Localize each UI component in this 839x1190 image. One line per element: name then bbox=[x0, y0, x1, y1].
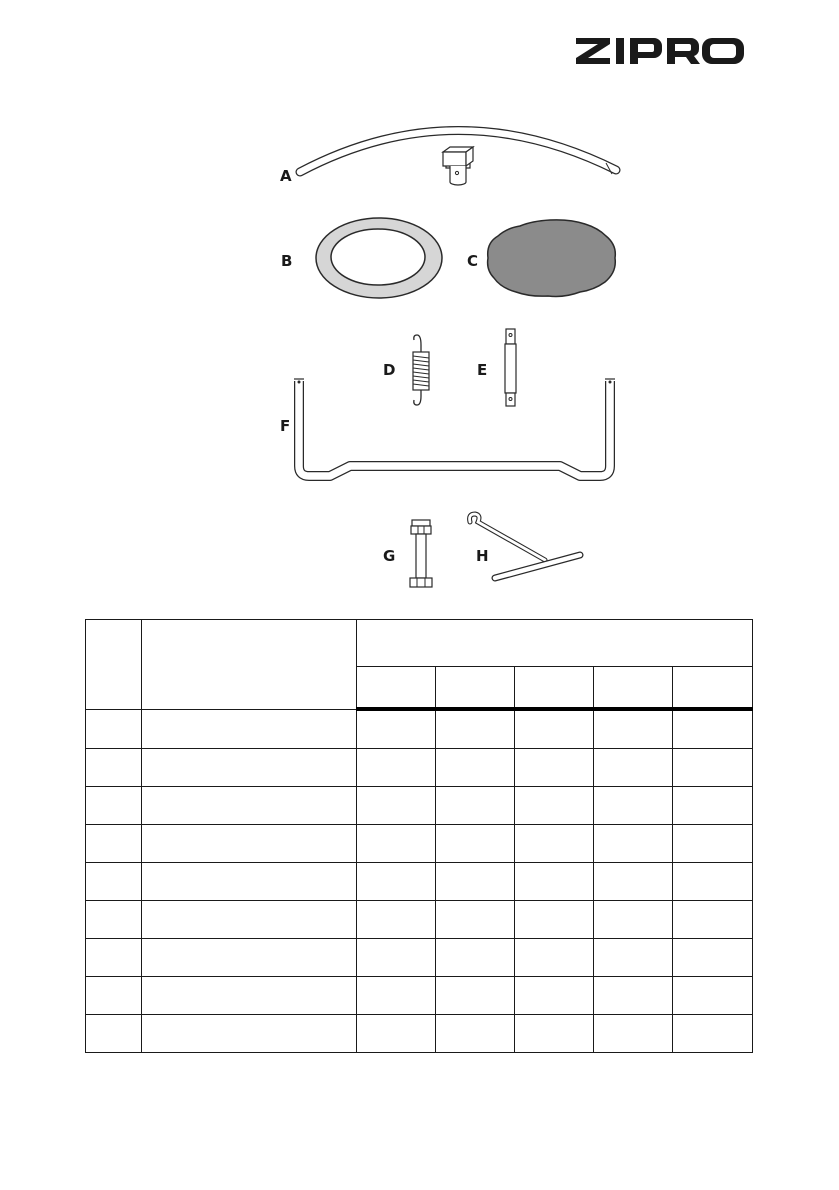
part-b-safety-pad bbox=[316, 218, 442, 298]
table-cell bbox=[357, 749, 436, 787]
table-cell bbox=[515, 977, 594, 1015]
table-cell bbox=[142, 749, 357, 787]
table-cell bbox=[357, 863, 436, 901]
table-cell bbox=[515, 939, 594, 977]
table-cell bbox=[515, 825, 594, 863]
table-cell bbox=[357, 1015, 436, 1053]
table-cell bbox=[515, 749, 594, 787]
table-cell bbox=[86, 939, 142, 977]
table-cell bbox=[357, 787, 436, 825]
table-cell bbox=[86, 977, 142, 1015]
subheader-cell bbox=[673, 667, 753, 710]
part-c-jumping-mat bbox=[488, 220, 616, 297]
table-cell bbox=[673, 787, 753, 825]
header-cell-no bbox=[86, 620, 142, 710]
table-cell bbox=[357, 901, 436, 939]
table-cell bbox=[142, 787, 357, 825]
part-d-spring bbox=[413, 335, 429, 405]
table-cell bbox=[357, 825, 436, 863]
table-row bbox=[86, 749, 753, 787]
table-cell bbox=[594, 863, 673, 901]
subheader-cell bbox=[436, 667, 515, 710]
table-cell bbox=[86, 749, 142, 787]
label-a: A bbox=[280, 167, 292, 185]
table-row bbox=[86, 825, 753, 863]
subheader-cell bbox=[357, 667, 436, 710]
table-cell bbox=[594, 939, 673, 977]
table-cell bbox=[436, 939, 515, 977]
table-row bbox=[86, 901, 753, 939]
table-cell bbox=[357, 939, 436, 977]
label-b: B bbox=[281, 252, 293, 270]
table-cell bbox=[673, 901, 753, 939]
table-cell bbox=[436, 709, 515, 749]
table-cell bbox=[594, 825, 673, 863]
part-f-w-leg bbox=[294, 379, 615, 476]
table-row bbox=[86, 939, 753, 977]
table-cell bbox=[436, 901, 515, 939]
table-cell bbox=[142, 709, 357, 749]
table-row bbox=[86, 863, 753, 901]
table-cell bbox=[436, 749, 515, 787]
table-cell bbox=[673, 939, 753, 977]
part-e-leg-socket bbox=[505, 329, 516, 406]
table-cell bbox=[515, 1015, 594, 1053]
table-cell bbox=[357, 709, 436, 749]
part-a-t-connector bbox=[443, 147, 473, 185]
label-h: H bbox=[476, 547, 489, 565]
table-cell bbox=[673, 709, 753, 749]
table-cell bbox=[594, 977, 673, 1015]
table-cell bbox=[594, 749, 673, 787]
table-cell bbox=[436, 977, 515, 1015]
table-cell bbox=[86, 863, 142, 901]
subheader-cell bbox=[515, 667, 594, 710]
table-cell bbox=[142, 939, 357, 977]
table-row bbox=[86, 1015, 753, 1053]
table-cell bbox=[86, 825, 142, 863]
table-cell bbox=[436, 825, 515, 863]
table-cell bbox=[673, 825, 753, 863]
table-cell bbox=[673, 1015, 753, 1053]
table-cell bbox=[673, 977, 753, 1015]
table-cell bbox=[142, 1015, 357, 1053]
table-cell bbox=[142, 901, 357, 939]
table-cell bbox=[594, 1015, 673, 1053]
table-cell bbox=[142, 825, 357, 863]
table-cell bbox=[673, 749, 753, 787]
subheader-cell bbox=[594, 667, 673, 710]
table-cell bbox=[357, 977, 436, 1015]
table-cell bbox=[515, 863, 594, 901]
table-cell bbox=[515, 787, 594, 825]
table-cell bbox=[515, 901, 594, 939]
table-row bbox=[86, 787, 753, 825]
table-cell bbox=[86, 901, 142, 939]
table-header-row bbox=[86, 620, 753, 667]
label-d: D bbox=[383, 361, 396, 379]
part-h-spring-tool bbox=[470, 514, 580, 578]
table-cell bbox=[86, 1015, 142, 1053]
header-cell-part bbox=[142, 620, 357, 710]
header-cell-quantity-group bbox=[357, 620, 753, 667]
part-g-bolt bbox=[410, 520, 432, 587]
table-cell bbox=[594, 901, 673, 939]
table-cell bbox=[86, 787, 142, 825]
table-cell bbox=[142, 863, 357, 901]
table-row bbox=[86, 977, 753, 1015]
label-g: G bbox=[383, 547, 396, 565]
table-cell bbox=[436, 863, 515, 901]
table-cell bbox=[86, 709, 142, 749]
label-c: C bbox=[467, 252, 479, 270]
table-cell bbox=[436, 787, 515, 825]
table-cell bbox=[142, 977, 357, 1015]
label-e: E bbox=[477, 361, 488, 379]
table-cell bbox=[594, 709, 673, 749]
table-cell bbox=[594, 787, 673, 825]
parts-table bbox=[85, 619, 753, 1053]
table-cell bbox=[673, 863, 753, 901]
table-cell bbox=[436, 1015, 515, 1053]
label-f: F bbox=[280, 417, 291, 435]
table-cell bbox=[515, 709, 594, 749]
table-row bbox=[86, 709, 753, 749]
